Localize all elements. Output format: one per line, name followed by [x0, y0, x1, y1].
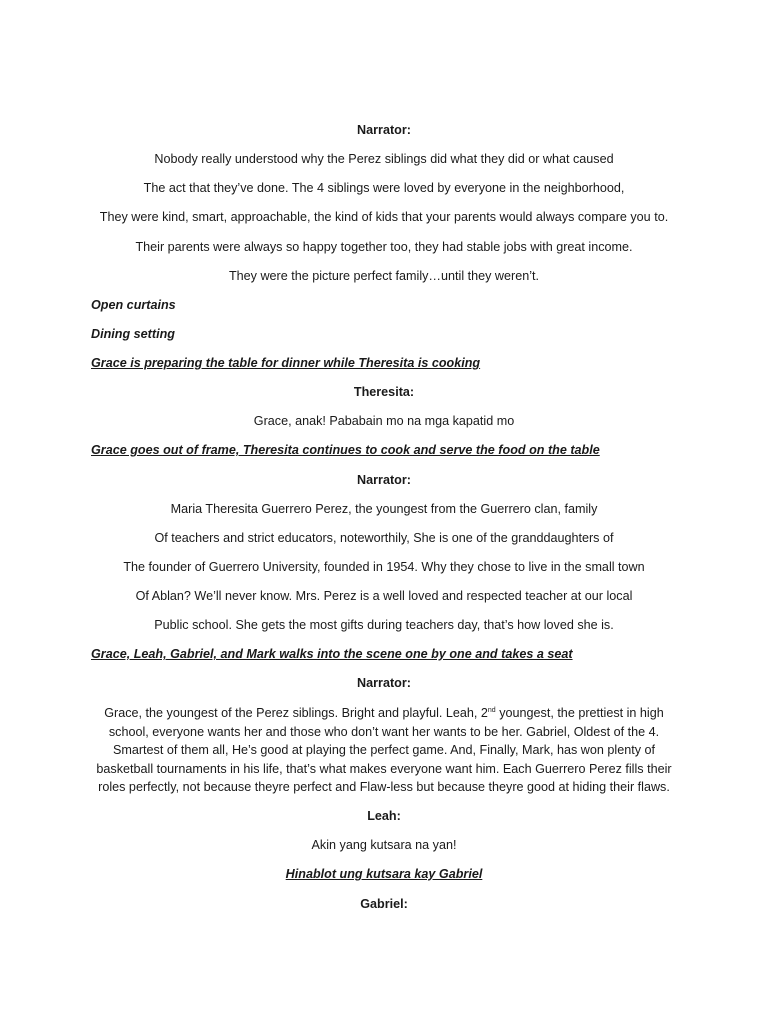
intro-line: They were the picture perfect family…until they weren’t.: [228, 269, 540, 283]
ordinal-suffix: nd: [487, 706, 496, 714]
stage-direction-open: Open curtains: [91, 298, 176, 312]
speaker-label-gabriel: Gabriel:: [360, 897, 408, 911]
siblings-paragraph: [84, 704, 684, 797]
bio-line: Maria Theresita Guerrero Perez, the youngest from the Guerrero clan, family: [170, 502, 598, 516]
bio-line: Of teachers and strict educators, noteworthily, She is one of the granddaughters of: [154, 531, 614, 545]
speaker-label-narrator: Narrator:: [357, 123, 411, 137]
siblings-text-rest: youngest, the prettiest in high school, everyone wants her and those who don’t want her wants to be her. Gabriel, Oldest of the 4. Smartest of them all, He’s good at playing the perfect game. And, Finally, Mark, has won plenty of basketball tournaments in his life, that’s what makes everyone want him. Each Guerrero Perez fills their roles perfectly, not because theyre perfect and Flaw-less but because theyre good at hiding their flaws.: [96, 706, 672, 795]
siblings-text-start: Grace, the youngest of the Perez siblings. Bright and playful. Leah, 2: [104, 706, 488, 720]
stage-action: Hinablot ung kutsara kay Gabriel: [285, 867, 483, 881]
dialogue-line: Akin yang kutsara na yan!: [311, 838, 457, 852]
stage-action: Grace is preparing the table for dinner while Theresita is cooking: [91, 356, 481, 370]
stage-action: Grace, Leah, Gabriel, and Mark walks into the scene one by one and takes a seat: [91, 647, 573, 661]
intro-line: They were kind, smart, approachable, the kind of kids that your parents would always compare you to.: [99, 210, 669, 224]
stage-action: Grace goes out of frame, Theresita continues to cook and serve the food on the table: [91, 443, 600, 457]
speaker-label-theresita: Theresita:: [353, 385, 415, 399]
intro-line: The act that they’ve done. The 4 siblings were loved by everyone in the neighborhood,: [143, 181, 625, 195]
speaker-label-narrator: Narrator:: [357, 676, 411, 690]
speaker-label-narrator: Narrator:: [357, 473, 411, 487]
intro-line: Nobody really understood why the Perez siblings did what they did or what caused: [154, 152, 614, 166]
dialogue-line: Grace, anak! Pababain mo na mga kapatid mo: [253, 414, 515, 428]
stage-direction-setting: Dining setting: [91, 327, 175, 341]
speaker-label-leah: Leah:: [367, 809, 401, 823]
bio-line: The founder of Guerrero University, founded in 1954. Why they chose to live in the small town: [123, 560, 645, 574]
bio-line: Public school. She gets the most gifts during teachers day, that’s how loved she is.: [154, 618, 614, 632]
intro-line: Their parents were always so happy together too, they had stable jobs with great income.: [135, 240, 633, 254]
bio-line: Of Ablan? We’ll never know. Mrs. Perez is a well loved and respected teacher at our local: [135, 589, 633, 603]
